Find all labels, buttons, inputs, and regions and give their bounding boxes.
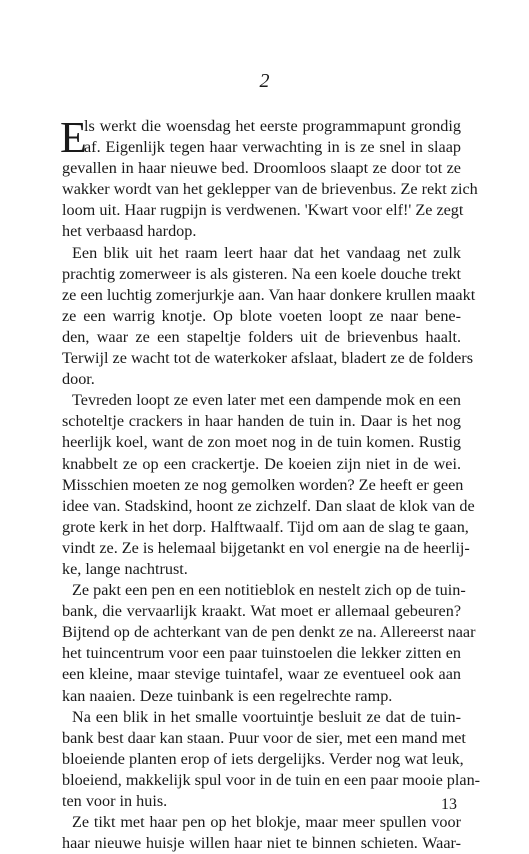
text-line: ke, lange nachtrust.	[62, 559, 188, 578]
text-line: ze een luchtig zomerjurkje aan. Van haar donkere krullen maakt	[62, 285, 476, 304]
text-line: grote kerk in het dorp. Halftwaalf. Tijd om aan de slag te gaan,	[62, 517, 469, 536]
text-line: Ze tikt met haar pen op het blokje, maar meer spullen voor	[72, 813, 461, 832]
text-line: het verbaasd hardop.	[62, 222, 197, 241]
text-line: bank best daar kan staan. Puur voor de sier, met een mand met	[62, 728, 466, 747]
text-line: idee van. Stadskind, hoont ze zichzelf. Dan slaat de klok van de	[62, 496, 475, 515]
text-line: Tevreden loopt ze even later met een dampende mok en een	[72, 391, 461, 410]
text-line: Ze pakt een pen en een notitieblok en nestelt zich op de tuin-	[72, 581, 466, 600]
text-line: Na een blik in het smalle voortuintje besluit ze dat de tuin-	[72, 707, 461, 726]
text-line: Een blik uit het raam leert haar dat het vandaag net zulk	[72, 243, 461, 262]
text-line: knabbelt ze op een crackertje. De koeien zijn niet in de wei.	[62, 454, 461, 473]
text-line: loom uit. Haar rugpijn is verdwenen. 'Kwart voor elf!' Ze zegt	[62, 201, 464, 220]
text-line: bloeiende planten erop of iets dergelijks. Verder nog wat leuk,	[62, 749, 464, 768]
chapter-number: 2	[259, 70, 270, 92]
text-line: Bijtend op de achterkant van de pen denkt ze na. Allereerst naar	[62, 623, 476, 642]
text-line: heerlijk koel, want de zon moet nog in de tuin komen. Rustig	[62, 433, 461, 452]
text-line: bank, die vervaarlijk kraakt. Wat moet er allemaal gebeuren?	[62, 602, 461, 621]
page-number: 13	[441, 796, 457, 813]
text-line: wakker wordt van het geklepper van de brievenbus. Ze rekt zich	[62, 180, 478, 199]
text-line: een kleine, maar stevige tuintafel, waar ze eventueel ook aan	[62, 665, 461, 684]
drop-cap: E	[60, 113, 87, 162]
body-text	[60, 113, 481, 854]
text-line: haar nieuwe huisje willen haar niet te binnen schieten. Waar-	[62, 834, 461, 853]
text-line: prachtig zomerweer is als gisteren. Na een koele douche trekt	[62, 264, 461, 283]
text-line: schoteltje crackers in haar handen de tuin in. Daar is het nog	[62, 412, 461, 431]
text-line: af. Eigenlijk tegen haar verwachting in is ze snel in slaap	[84, 138, 461, 157]
text-line: Terwijl ze wacht tot de waterkoker afslaat, bladert ze de folders	[62, 349, 474, 368]
text-line: ze een warrig knotje. Op blote voeten loopt ze naar bene-	[62, 306, 461, 325]
text-line: gevallen in haar nieuwe bed. Droomloos slaapt ze door tot ze	[62, 159, 461, 178]
text-line: Misschien moeten ze nog gemolken worden? Ze heeft er geen	[62, 475, 464, 494]
text-line: bloeiend, makkelijk spul voor in de tuin en een paar mooie plan-	[62, 770, 481, 789]
text-line: ls werkt die woensdag het eerste programmapunt grondig	[84, 117, 461, 135]
text-line: het tuincentrum voor een paar tuinstoelen die lekker zitten en	[62, 644, 461, 663]
text-line: door.	[62, 370, 95, 389]
text-line: kan naaien. Deze tuinbank is een regelrechte ramp.	[62, 686, 393, 705]
text-line: vindt ze. Ze is helemaal bijgetankt en vol energie na de heerlij-	[62, 538, 470, 557]
text-line: ten voor in huis.	[62, 792, 168, 810]
text-line: den, waar ze een stapeltje folders uit de brievenbus haalt.	[62, 327, 461, 346]
